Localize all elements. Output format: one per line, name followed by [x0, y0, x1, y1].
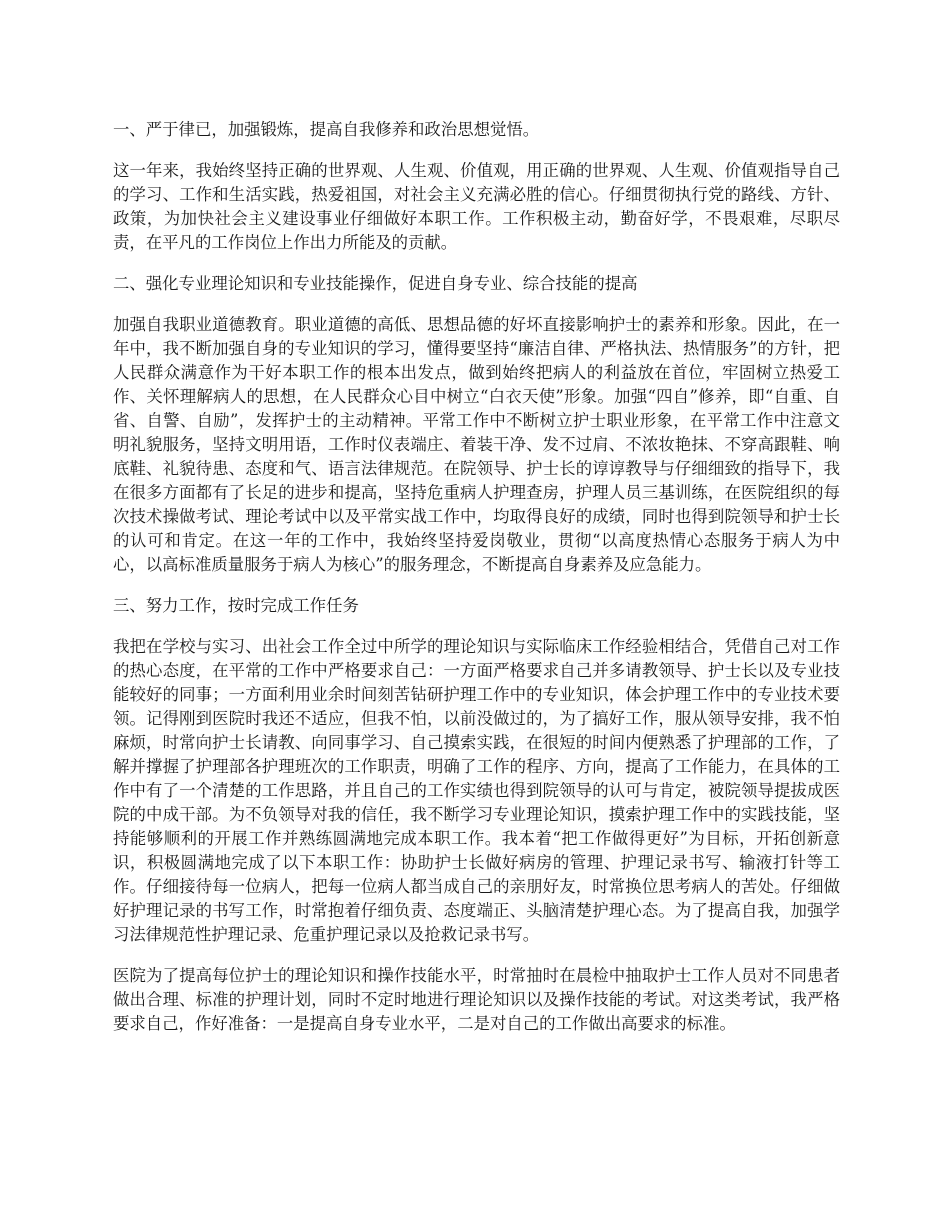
section-heading-3: 三、努力工作，按时完成工作任务 [113, 596, 359, 615]
section-3-paragraph-2: 医院为了提高每位护士的理论知识和操作技能水平，时常抽时在晨检中抽取护士工作人员对不同患者做出合理、标准的护理计划，同时不定时地进行理论知识以及操作技能的考试。对这类考试，我严格要求自己，作好准备：一是提高自身专业水平，二是对自己的工作做出高要求的标准。 [113, 966, 840, 1033]
document-page [113, 118, 840, 1053]
section-2-paragraph-1: 加强自我职业道德教育。职业道德的高低、思想品德的好坏直接影响护士的素养和形象。因此，在一年中，我不断加强自身的专业知识的学习，懂得要坚持“廉洁自律、严格执法、热情服务”的方针，把人民群众满意作为干好本职工作的根本出发点，做到始终把病人的利益放在首位，牢固树立热爱工作、关怀理解病人的思想，在人民群众心目中树立“白衣天使”形象。加强“四自”修养，即“自重、自省、自警、自励”，发挥护士的主动精神。平常工作中不断树立护士职业形象，在平常工作中注意文明礼貌服务，坚持文明用语，工作时仪表端庄、着装干净、发不过肩、不浓妆艳抹、不穿高跟鞋、响底鞋、礼貌待患、态度和气、语言法律规范。在院领导、护士长的谆谆教导与仔细细致的指导下，我在很多方面都有了长足的进步和提高，坚持危重病人护理查房，护理人员三基训练，在医院组织的每次技术操做考试、理论考试中以及平常实战工作中，均取得良好的成绩，同时也得到院领导和护士长的认可和肯定。在这一年的工作中，我始终坚持爱岗敬业，贯彻“以高度热情心态服务于病人为中心，以高标准质量服务于病人为核心”的服务理念，不断提高自身素养及应急能力。 [113, 315, 840, 574]
section-1-paragraph-1: 这一年来，我始终坚持正确的世界观、人生观、价值观，用正确的世界观、人生观、价值观指导自己的学习、工作和生活实践，热爱祖国，对社会主义充满必胜的信心。仔细贯彻执行党的路线、方针、政策，为加快社会主义建设事业仔细做好本职工作。工作积极主动，勤奋好学，不畏艰难，尽职尽责，在平凡的工作岗位上作出力所能及的贡献。 [113, 161, 840, 252]
section-heading-1: 一、严于律已，加强锻炼，提高自我修养和政治思想觉悟。 [113, 120, 540, 139]
section-heading-2: 二、强化专业理论知识和专业技能操作，促进自身专业、综合技能的提高 [113, 274, 638, 293]
section-3-paragraph-1: 我把在学校与实习、出社会工作全过中所学的理论知识与实际临床工作经验相结合，凭借自己对工作的热心态度，在平常的工作中严格要求自己：一方面严格要求自己并多请教领导、护士长以及专业技能较好的同事；一方面利用业余时间刻苦钻研护理工作中的专业知识，体会护理工作中的专业技术要领。记得刚到医院时我还不适应，但我不怕，以前没做过的，为了搞好工作，服从领导安排，我不怕麻烦，时常向护士长请教、向同事学习、自己摸索实践，在很短的时间内便熟悉了护理部的工作，了解并撑握了护理部各护理班次的工作职责，明确了工作的程序、方向，提高了工作能力，在具体的工作中有了一个清楚的工作思路，并且自己的工作实绩也得到院领导的认可与肯定，被院领导提拔成医院的中成干部。为不负领导对我的信任，我不断学习专业理论知识，摸索护理工作中的实践技能，坚持能够顺利的开展工作并熟练圆满地完成本职工作。我本着“把工作做得更好”为目标，开拓创新意识，积极圆满地完成了以下本职工作：协助护士长做好病房的管理、护理记录书写、输液打针等工作。仔细接待每一位病人，把每一位病人都当成自己的亲朋好友，时常换位思考病人的苦处。仔细做好护理记录的书写工作，时常抱着仔细负责、态度端正、头脑清楚护理心态。为了提高自我，加强学习法律规范性护理记录、危重护理记录以及抢救记录书写。 [113, 637, 840, 944]
